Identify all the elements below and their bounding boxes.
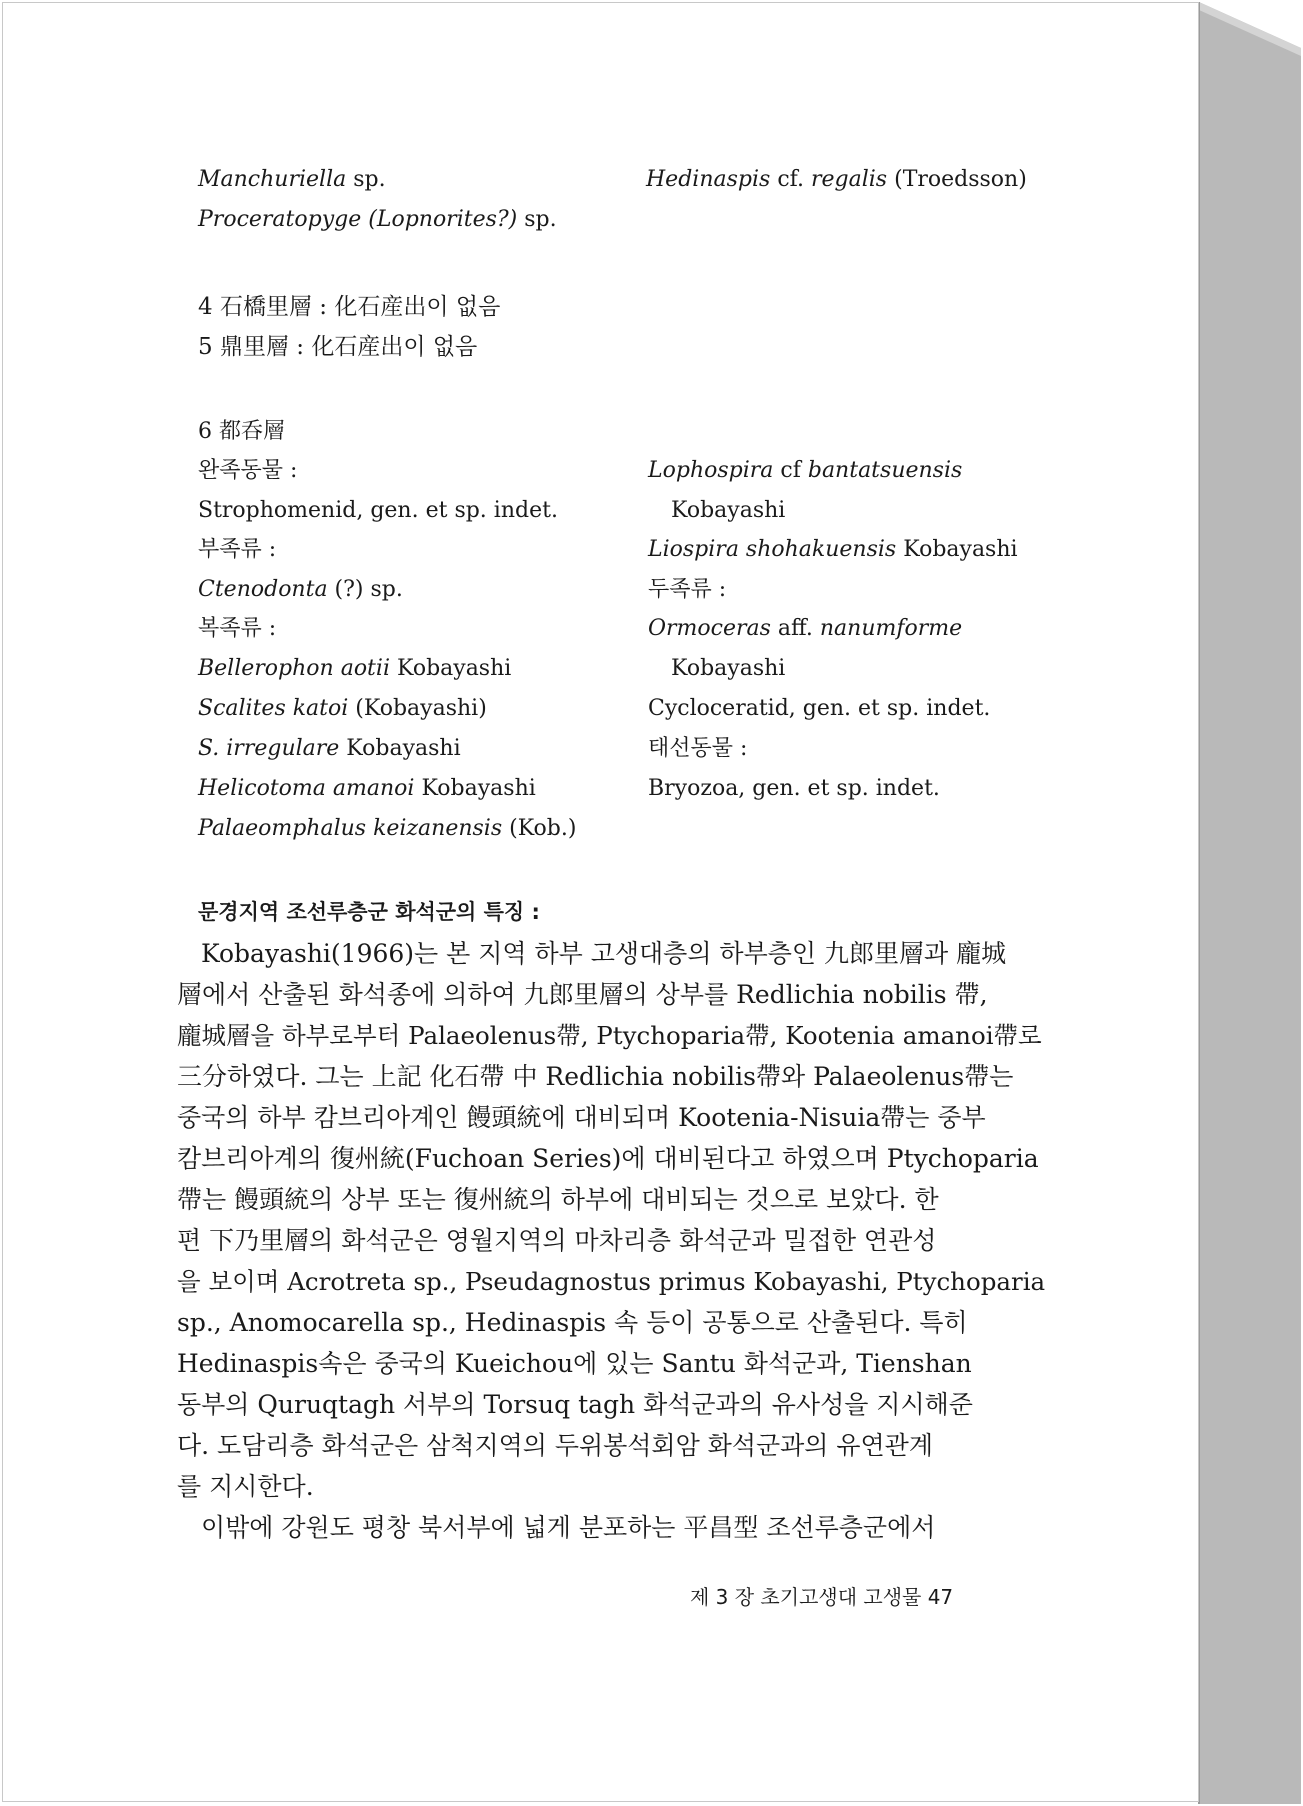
list-item: 완족동물 : — [198, 458, 298, 483]
list-item: Ctenodonta (?) sp. — [198, 577, 403, 602]
species-line: Manchuriella sp. — [198, 167, 386, 192]
formation-heading: 4 石橋里層 : 化石産出이 없음 — [198, 294, 501, 320]
list-item: Lophospira cf bantatsuensis — [648, 458, 963, 483]
list-item: Strophomenid, gen. et sp. indet. — [198, 498, 558, 523]
list-item: Cycloceratid, gen. et sp. indet. — [648, 696, 991, 721]
text-line: 를 지시한다. — [177, 1472, 314, 1501]
text-line: 다. 도담리층 화석군은 삼척지역의 두위봉석회암 화석군과의 유연관계 — [177, 1431, 933, 1460]
text-line: sp., Anomocarella sp., Hedinaspis 속 등이 공통으로 산출된다. 특히 — [177, 1308, 968, 1337]
species-line: Proceratopyge (Lopnorites?) sp. — [198, 207, 557, 232]
text-line: 이밖에 강원도 평창 북서부에 넓게 분포하는 平昌型 조선루층군에서 — [201, 1513, 936, 1542]
text-line: 龐城層을 하부로부터 Palaeolenus帶, Ptychoparia帶, Kootenia amanoi帶로 — [177, 1021, 1042, 1050]
text-line: 帶는 饅頭統의 상부 또는 復州統의 하부에 대비되는 것으로 보았다. 한 — [177, 1185, 939, 1214]
formation-heading: 6 都呑層 — [198, 419, 285, 444]
list-item: 부족류 : — [198, 537, 277, 562]
formation-heading: 5 鼎里層 : 化石産出이 없음 — [198, 334, 478, 360]
list-item: Kobayashi — [671, 656, 786, 681]
body-paragraph — [177, 933, 1047, 1548]
list-item: 복족류 : — [198, 616, 277, 641]
list-item: Kobayashi — [671, 498, 786, 523]
text-line: 동부의 Quruqtagh 서부의 Torsuq tagh 화석군과의 유사성을 지시해준 — [177, 1390, 973, 1419]
species-line: Hedinaspis cf. regalis (Troedsson) — [646, 167, 1027, 192]
list-item: Bellerophon aotii Kobayashi — [198, 656, 512, 681]
list-item: Scalites katoi (Kobayashi) — [198, 696, 487, 721]
text-line: 편 下乃里層의 화석군은 영월지역의 마차리층 화석군과 밀접한 연관성 — [177, 1226, 937, 1255]
list-item: Helicotoma amanoi Kobayashi — [198, 776, 536, 801]
list-item: 두족류 : — [648, 577, 727, 602]
text-line: 캄브리아계의 復州統(Fuchoan Series)에 대비된다고 하였으며 Ptychoparia — [177, 1144, 1039, 1173]
list-item: Bryozoa, gen. et sp. indet. — [648, 776, 940, 801]
page-footer: 제 3 장 초기고생대 고생물 47 — [690, 1585, 954, 1609]
text-line: 層에서 산출된 화석종에 의하여 九郎里層의 상부를 Redlichia nobilis 帶, — [177, 980, 988, 1009]
text-line: 三分하였다. 그는 上記 化石帶 中 Redlichia nobilis帶와 Palaeolenus帶는 — [177, 1062, 1014, 1091]
list-item: Ormoceras aff. nanumforme — [648, 616, 963, 641]
list-item: 태선동물 : — [648, 736, 748, 761]
list-item: S. irregulare Kobayashi — [198, 736, 461, 761]
text-line: Kobayashi(1966)는 본 지역 하부 고생대층의 하부층인 九郎里層과 龐城 — [201, 939, 1007, 968]
list-item: Liospira shohakuensis Kobayashi — [648, 537, 1018, 562]
text-line: 을 보이며 Acrotreta sp., Pseudagnostus primus Kobayashi, Ptychoparia — [177, 1267, 1046, 1296]
list-item: Palaeomphalus keizanensis (Kob.) — [198, 816, 577, 841]
text-line: Hedinaspis속은 중국의 Kueichou에 있는 Santu 화석군과, Tienshan — [177, 1349, 972, 1378]
text-line: 중국의 하부 캄브리아계인 饅頭統에 대비되며 Kootenia-Nisuia帶는 중부 — [177, 1103, 986, 1132]
section-heading: 문경지역 조선루층군 화석군의 특징 : — [198, 900, 540, 924]
